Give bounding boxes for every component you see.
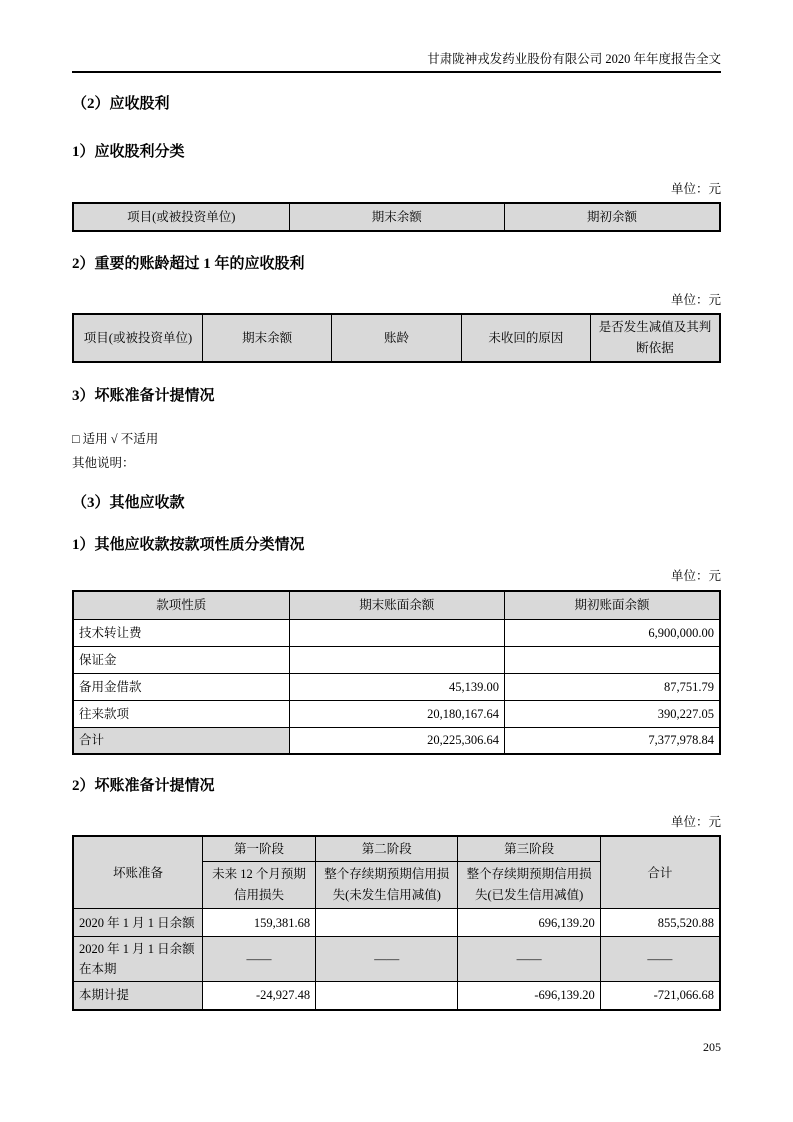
total-cell: 855,520.88 [600,909,720,937]
unit-label: 单位：元 [670,293,721,307]
stage-description-header: 整个存续期预期信用损失(未发生信用减值) [316,862,458,909]
opening-balance-cell [505,646,720,673]
table-row [73,646,720,673]
total-cell: —— [600,937,720,982]
column-header: 款项性质 [73,591,289,619]
row-label: 2020 年 1 月 1 日余额在本期 [73,937,202,982]
table-row [73,619,720,646]
column-header: 期末账面余额 [289,591,504,619]
closing-balance-cell: 45,139.00 [289,673,504,700]
total-cell: -721,066.68 [600,982,720,1010]
table-row [73,673,720,700]
table-header-row [73,591,720,619]
corner-header: 坏账准备 [73,836,202,909]
page-number: 205 [703,1040,721,1054]
stage-header: 第二阶段 [316,836,458,862]
stage3-cell: —— [458,937,600,982]
stage2-cell [316,909,458,937]
table-row [73,982,720,1010]
bad-debt-provision-table [72,835,721,1011]
section-title-receivable-dividends: （2）应收股利 [72,96,170,112]
total-row-label: 合计 [73,727,289,754]
opening-balance-cell: 87,751.79 [505,673,720,700]
stage3-cell: 696,139.20 [458,909,600,937]
nature-classification-table [72,590,721,755]
subsection-dividend-classification: 1）应收股利分类 [72,144,185,160]
opening-balance-cell: 7,377,978.84 [505,727,720,754]
stage-description-header: 未来 12 个月预期信用损失 [202,862,315,909]
stage1-cell: 159,381.68 [202,909,315,937]
closing-balance-cell [289,646,504,673]
subsection-dividend-aging: 2）重要的账龄超过 1 年的应收股利 [72,256,305,272]
table-row [73,700,720,727]
row-label: 往来款项 [73,700,289,727]
stage-header: 第一阶段 [202,836,315,862]
subsection-nature-classification: 1）其他应收款按款项性质分类情况 [72,537,305,553]
unit-label: 单位：元 [670,182,721,196]
row-label: 保证金 [73,646,289,673]
column-header: 未收回的原因 [461,314,590,362]
table-row [73,937,720,982]
stage2-cell: —— [316,937,458,982]
section-title-other-receivables: （3）其他应收款 [72,495,185,511]
document-header [72,0,721,73]
closing-balance-cell: 20,180,167.64 [289,700,504,727]
closing-balance-cell [289,619,504,646]
column-header: 期初账面余额 [505,591,720,619]
table-header-row [73,314,720,362]
column-header: 项目(或被投资单位) [73,203,289,231]
column-header: 期末余额 [202,314,331,362]
opening-balance-cell: 6,900,000.00 [505,619,720,646]
closing-balance-cell: 20,225,306.64 [289,727,504,754]
stage1-cell: -24,927.48 [202,982,315,1010]
other-note-line: 其他说明： [72,456,135,470]
table-header-row [73,203,720,231]
subsection-bad-debt-provision: 3）坏账准备计提情况 [72,388,215,404]
row-label: 本期计提 [73,982,202,1010]
opening-balance-cell: 390,227.05 [505,700,720,727]
table-total-row [73,727,720,754]
row-label: 技术转让费 [73,619,289,646]
stage-description-header: 整个存续期预期信用损失(已发生信用减值) [458,862,600,909]
dividend-classification-table [72,202,721,232]
column-header: 期初余额 [505,203,720,231]
unit-label: 单位：元 [670,815,721,829]
stage1-cell: —— [202,937,315,982]
column-header: 项目(或被投资单位) [73,314,202,362]
unit-label: 单位：元 [670,569,721,583]
stage3-cell: -696,139.20 [458,982,600,1010]
column-header: 账龄 [332,314,461,362]
total-column-header: 合计 [600,836,720,909]
document-header-title: 甘肃陇神戎发药业股份有限公司 2020 年年度报告全文 [427,52,721,66]
column-header: 期末余额 [289,203,504,231]
subsection-other-receivables-bad-debt: 2）坏账准备计提情况 [72,778,215,794]
table-header-row [73,836,720,862]
row-label: 2020 年 1 月 1 日余额 [73,909,202,937]
applicability-line: □ 适用 √ 不适用 [72,432,159,446]
stage-header: 第三阶段 [458,836,600,862]
dividend-aging-table [72,313,721,363]
stage2-cell [316,982,458,1010]
page-content [72,73,721,1011]
table-row [73,909,720,937]
row-label: 备用金借款 [73,673,289,700]
column-header: 是否发生减值及其判断依据 [591,314,720,362]
